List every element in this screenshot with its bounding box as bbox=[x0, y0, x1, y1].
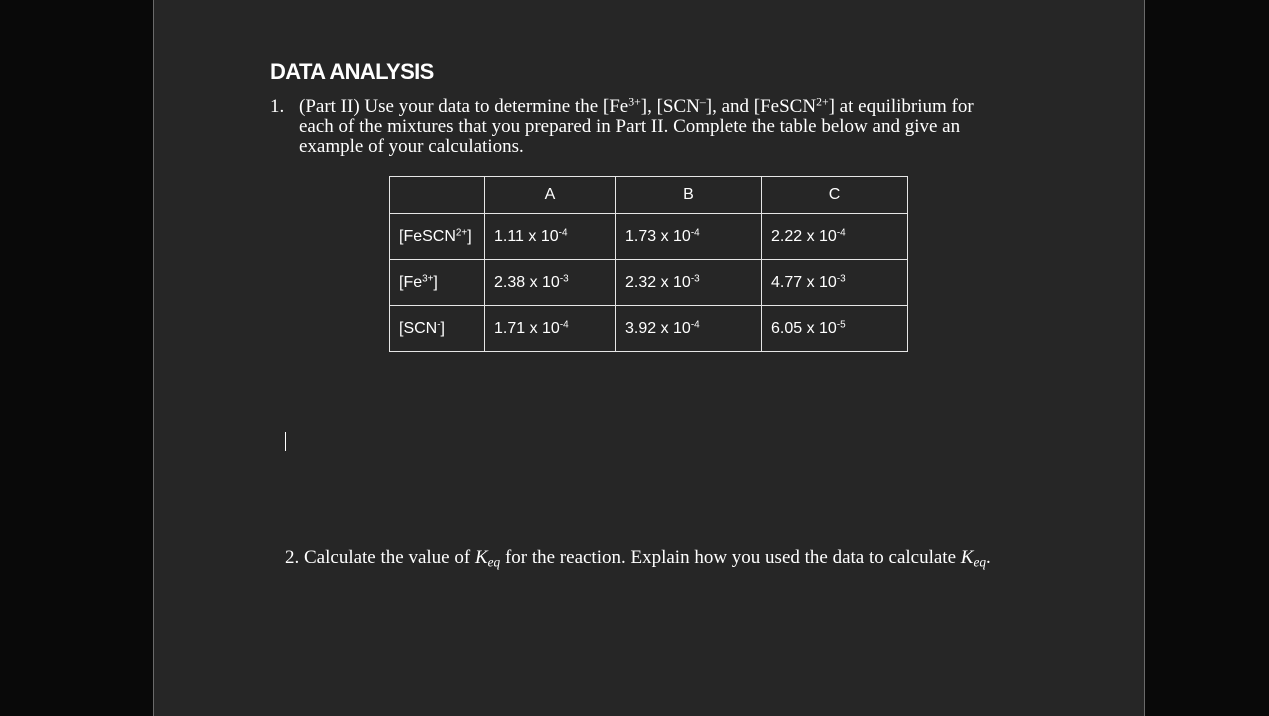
equilibrium-table bbox=[389, 176, 908, 352]
question-1-number: 1. bbox=[270, 96, 285, 117]
table-cell[interactable]: 2.22 x $10^{-4}$ bbox=[762, 214, 908, 260]
table-cell[interactable]: 2.38 x $10^{-3}$ bbox=[485, 260, 616, 306]
table-cell[interactable]: 3.92 x $10^{-4}$ bbox=[616, 306, 762, 352]
table-cell[interactable]: 1.73 x $10^{-4}$ bbox=[616, 214, 762, 260]
table-row bbox=[390, 214, 908, 260]
keq-symbol: $K_{eq}$ bbox=[474, 547, 501, 570]
question-1-text: (Part II) Use your data to determine the $[Fe^{3+}]$, [SCN–], and [FeSCN$^{2+}$] at equilibrium for each of the mixtures that you prepared in Part II. Complete the table below and give an example of your calculations. bbox=[299, 95, 974, 157]
section-heading: DATA ANALYSIS bbox=[270, 59, 434, 84]
table-cell[interactable]: 4.77 x $10^{-3}$ bbox=[762, 260, 908, 306]
table-header-cell[interactable]: C bbox=[762, 177, 908, 214]
table-cell[interactable]: 2.32 x $10^{-3}$ bbox=[616, 260, 762, 306]
table-cell[interactable]: 1.11 x $10^{-4}$ bbox=[485, 214, 616, 260]
table-row bbox=[390, 260, 908, 306]
text-cursor bbox=[285, 432, 286, 451]
table-cell[interactable]: 6.05 x $10^{-5}$ bbox=[762, 306, 908, 352]
question-2: 2. Calculate the value of $K_{eq}$ for the reaction. Explain how you used the data to calculate $K_{eq}$. bbox=[285, 547, 991, 570]
row-label-cell[interactable]: [SCN-] bbox=[390, 306, 485, 352]
row-label-cell[interactable]: [FeSCN$^{2+}$] bbox=[390, 214, 485, 260]
table-header-cell[interactable]: B bbox=[616, 177, 762, 214]
table-cell[interactable]: 1.71 x $10^{-4}$ bbox=[485, 306, 616, 352]
table-header-row bbox=[390, 177, 908, 214]
table-header-cell[interactable] bbox=[390, 177, 485, 214]
table-row bbox=[390, 306, 908, 352]
question-1 bbox=[270, 97, 1010, 157]
document-page[interactable] bbox=[153, 0, 1145, 716]
row-label-cell[interactable]: $[Fe^{3+}]$ bbox=[390, 260, 485, 306]
keq-symbol: $K_{eq}$ bbox=[960, 547, 987, 570]
table-header-cell[interactable]: A bbox=[485, 177, 616, 214]
